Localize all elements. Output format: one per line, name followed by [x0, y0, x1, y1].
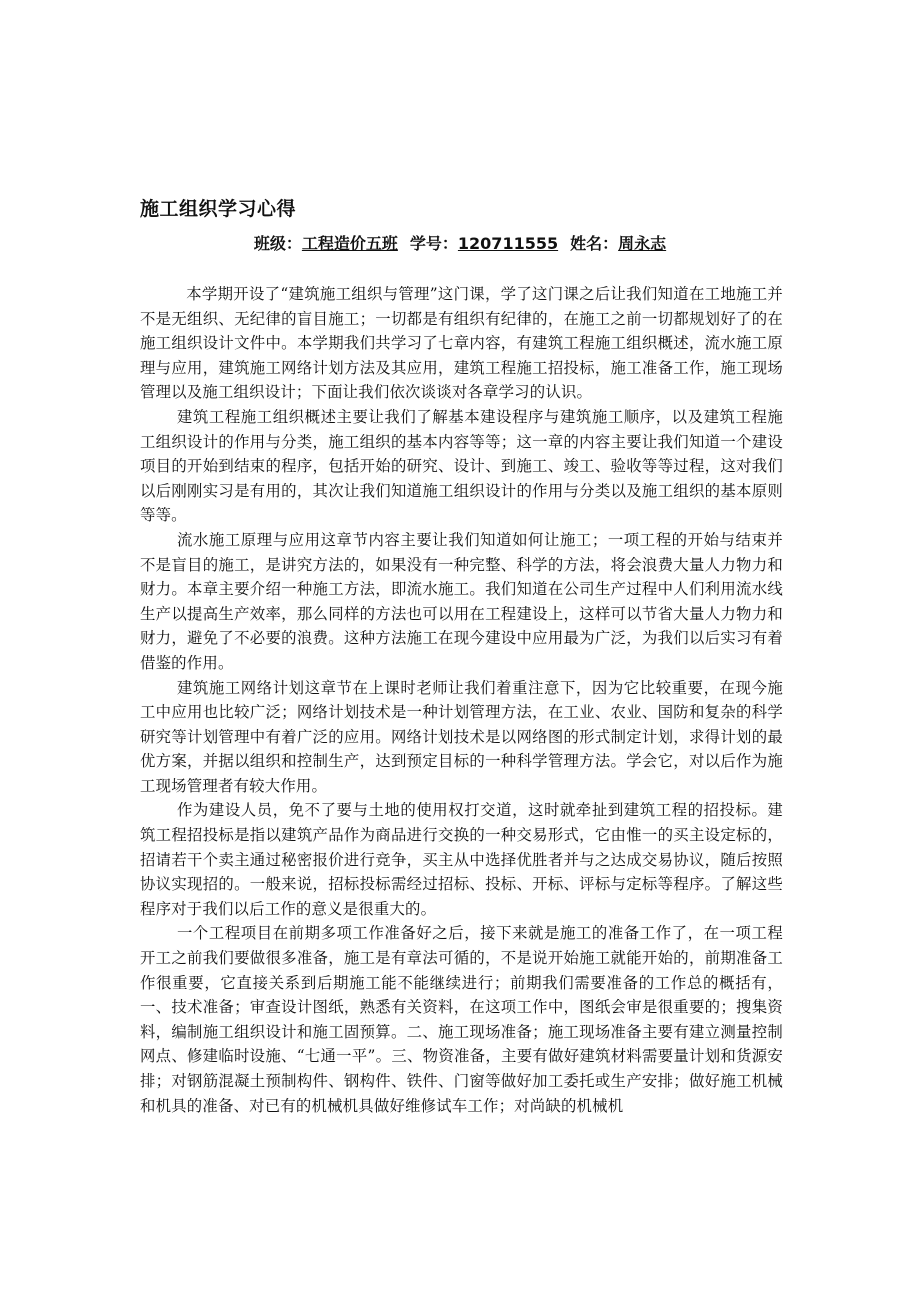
- paragraph-network-plan: 建筑施工网络计划这章节在上课时老师让我们着重注意下，因为它比较重要，在现今施工中应用也比较广泛；网络计划技术是一种计划管理方法，在工业、农业、国防和复杂的科学研究等计划管理中有着广泛的应用。网络计划技术是以网络图的形式制定计划，求得计划的最优方案，并据以组织和控制生产，达到预定目标的一种科学管理方法。学会它，对以后作为施工现场管理者有较大作用。: [140, 678, 783, 795]
- name-label: 姓名：: [570, 234, 619, 253]
- paragraph-preparation: 一个工程项目在前期多项工作准备好之后，接下来就是施工的准备工作了，在一项工程开工之前我们要做很多准备，施工是有章法可循的，不是说开始施工就能开始的，前期准备工作很重要，它直接关系到后期施工能不能继续进行；前期我们需要准备的工作总的概括有，一、技术准备；审查设计图纸，熟悉有关资料，在这项工作中，图纸会审是很重要的；搜集资料，编制施工组织设计和施工固预算。二、施工现场准备；施工现场准备主要有建立测量控制网点、修建临时设施、“七通一平”。三、物资准备，主要有做好建筑材料需要量计划和货源安排；对钢筋混凝土预制构件、钢构件、铁件、门窗等做好加工委托或生产安排；做好施工机械和机具的准备、对已有的机械机具做好维修试车工作；对尚缺的机械机: [140, 924, 783, 1115]
- document-title: 施工组织学习心得: [140, 198, 297, 220]
- paragraph-overview: 建筑工程施工组织概述主要让我们了解基本建设程序与建筑施工顺序，以及建筑工程施工组织设计的作用与分类，施工组织的基本内容等等；这一章的内容主要让我们知道一个建设项目的开始到结束的程序，包括开始的研究、设计、到施工、竣工、验收等等过程，这对我们以后刚刚实习是有用的，其次让我们知道施工组织设计的作用与分类以及施工组织的基本原则等等。: [140, 407, 783, 525]
- student-info-line: [0, 232, 920, 256]
- paragraph-flow-construction: 流水施工原理与应用这章节内容主要让我们知道如何让施工；一项工程的开始与结束并不是盲目的施工，是讲究方法的，如果没有一种完整、科学的方法，将会浪费大量人力物力和财力。本章主要介绍一种施工方法，即流水施工。我们知道在公司生产过程中人们利用流水线生产以提高生产效率，那么同样的方法也可以用在工程建设上，这样可以节省大量人力物力和财力，避免了不必要的浪费。这种方法施工在现今建设中应用最为广泛，为我们以后实习有着借鉴的作用。: [140, 530, 783, 672]
- class-value: 工程造价五班: [301, 234, 398, 253]
- paragraph-bidding: 作为建设人员，免不了要与土地的使用权打交道，这时就牵扯到建筑工程的招投标。建筑工程招投标是指以建筑产品作为商品进行交换的一种交易形式，它由惟一的买主设定标的，招请若干个卖主通过秘密报价进行竞争，买主从中选择优胜者并与之达成交易协议，随后按照协议实现招的。一般来说，招标投标需经过招标、投标、开标、评标与定标等程序。了解这些程序对于我们以后工作的意义是很重大的。: [140, 801, 783, 918]
- paragraph-intro: 本学期开设了“建筑施工组织与管理”这门课，学了这门课之后让我们知道在工地施工并不是无组织、无纪律的盲目施工；一切都是有组织有纪律的，在施工之前一切都规划好了的在施工组织设计文件中。本学期我们共学习了七章内容，有建筑工程施工组织概述，流水施工原理与应用，建筑施工网络计划方法及其应用，建筑工程施工招投标，施工准备工作，施工现场管理以及施工组织设计；下面让我们依次谈谈对各章学习的认识。: [140, 285, 783, 402]
- class-label: 班级：: [253, 234, 302, 253]
- name-value: 周永志: [618, 234, 667, 253]
- student-id-value: 120711555: [457, 234, 559, 253]
- document-body: [140, 282, 783, 1118]
- student-id-label: 学号：: [409, 234, 458, 253]
